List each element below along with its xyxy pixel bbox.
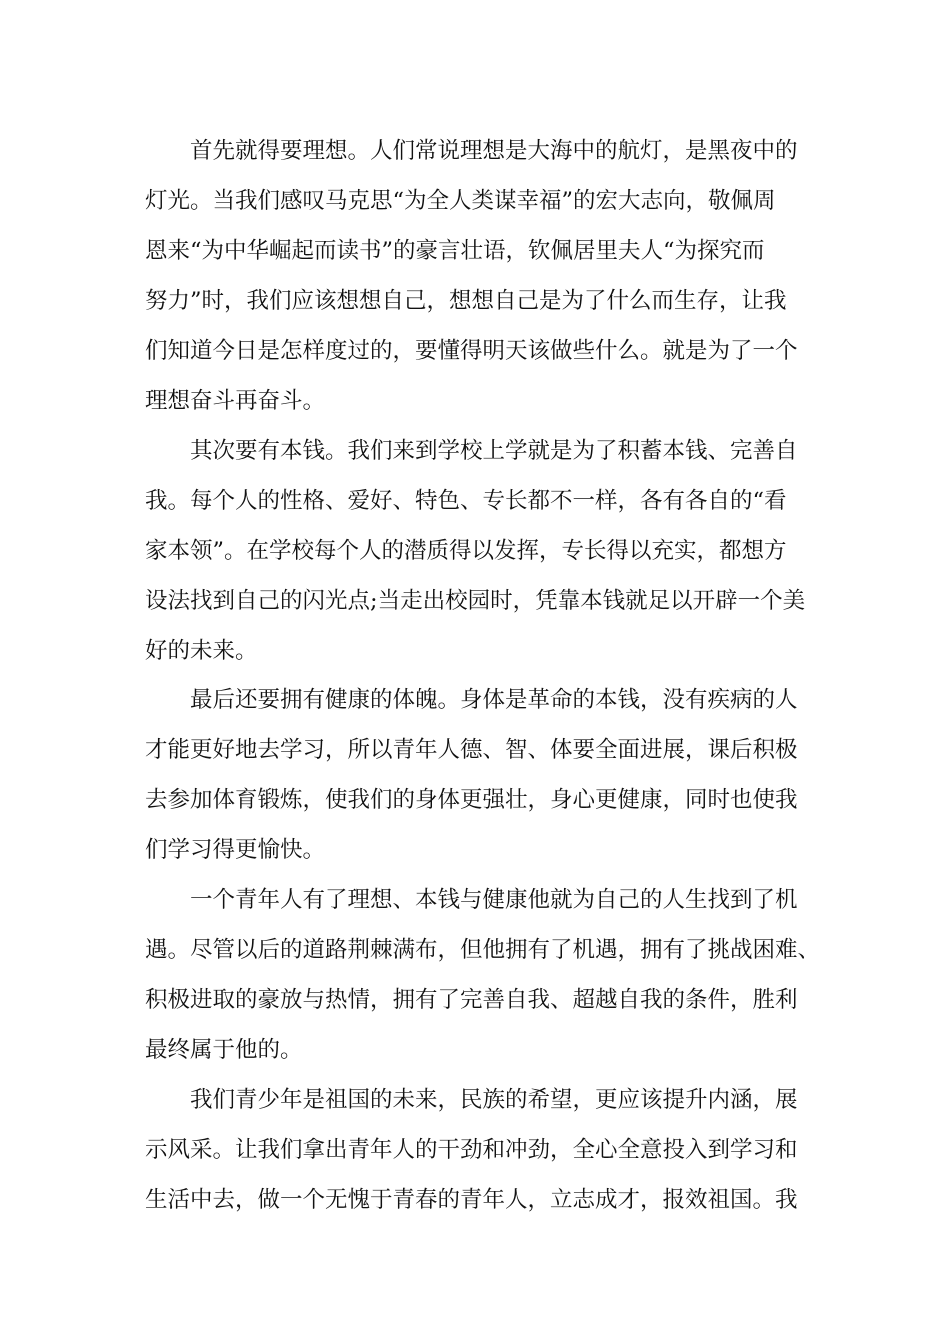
text-line: 们知道今日是怎样度过的，要懂得明天该做些什么。就是为了一个 <box>145 338 798 364</box>
text-line: 示风采。让我们拿出青年人的干劲和冲劲，全心全意投入到学习和 <box>145 1137 798 1163</box>
text-line: 设法找到自己的闪光点;当走出校园时，凭靠本钱就足以开辟一个美 <box>145 588 806 614</box>
text-line: 努力”时，我们应该想想自己，想想自己是为了什么而生存，让我 <box>145 288 787 314</box>
text-line: 遇。尽管以后的道路荆棘满布，但他拥有了机遇，拥有了挑战困难、 <box>145 937 821 963</box>
text-line: 最终属于他的。 <box>145 1037 303 1063</box>
text-line: 我。每个人的性格、爱好、特色、专长都不一样，各有各自的“看 <box>145 488 787 514</box>
text-line: 最后还要拥有健康的体魄。身体是革命的本钱，没有疾病的人 <box>190 687 798 713</box>
text-line: 灯光。当我们感叹马克思“为全人类谋幸福”的宏大志向，敬佩周 <box>145 188 776 214</box>
text-line: 我们青少年是祖国的未来，民族的希望，更应该提升内涵，展 <box>190 1087 798 1113</box>
text-line: 一个青年人有了理想、本钱与健康他就为自己的人生找到了机 <box>190 887 798 913</box>
text-line: 才能更好地去学习，所以青年人德、智、体要全面进展，课后积极 <box>145 737 798 763</box>
text-line: 理想奋斗再奋斗。 <box>145 388 326 414</box>
text-line: 积极进取的豪放与热情，拥有了完善自我、超越自我的条件，胜利 <box>145 987 798 1013</box>
text-line: 们学习得更愉快。 <box>145 837 326 863</box>
text-line: 生活中去，做一个无愧于青春的青年人，立志成才，报效祖国。我 <box>145 1187 798 1213</box>
text-line: 恩来“为中华崛起而读书”的豪言壮语，钦佩居里夫人“为探究而 <box>145 238 765 264</box>
text-line: 其次要有本钱。我们来到学校上学就是为了积蓄本钱、完善自 <box>190 438 798 464</box>
text-line: 首先就得要理想。人们常说理想是大海中的航灯，是黑夜中的 <box>190 138 798 164</box>
text-line: 好的未来。 <box>145 638 258 664</box>
text-line: 家本领”。在学校每个人的潜质得以发挥，专长得以充实，都想方 <box>145 538 787 564</box>
text-line: 去参加体育锻炼，使我们的身体更强壮，身心更健康，同时也使我 <box>145 787 798 813</box>
